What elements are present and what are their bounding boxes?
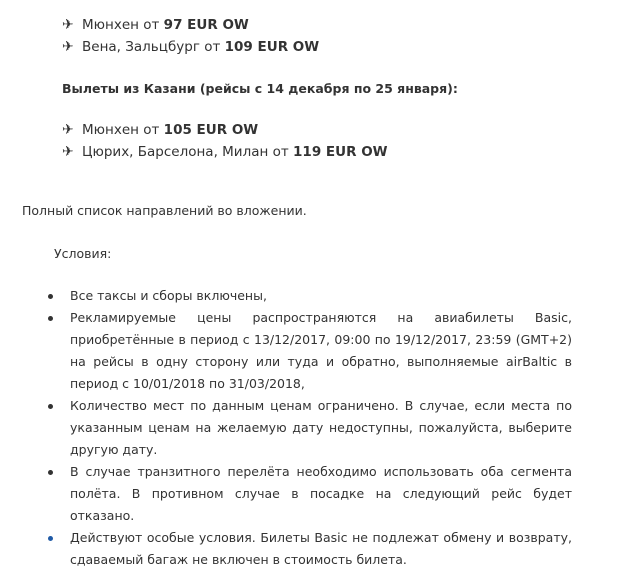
route-text: Вена, Зальцбург от <box>82 39 225 55</box>
route-kazan-zurich <box>62 143 388 161</box>
condition-item: Рекламируемые цены распространяются на авиабилеты Basic, приобретённые в период с 13/12/2017, 09:00 по 19/12/2017, 23:59 (GMT+2) на рейсы в одну сторону или туда и обратно, выполняемые airBaltic в период с 10/01/2018 по 31/03/2018, <box>48 307 572 395</box>
airplane-icon: ✈ <box>62 39 74 55</box>
bullet-icon <box>48 316 53 321</box>
route-text: Мюнхен от <box>82 122 164 138</box>
route-munich <box>62 16 249 34</box>
full-list-note: Полный список направлений во вложении. <box>22 203 307 218</box>
airplane-icon: ✈ <box>62 122 74 138</box>
route-price: 109 EUR OW <box>224 39 320 55</box>
route-price: 105 EUR OW <box>163 122 259 138</box>
bullet-icon <box>48 404 53 409</box>
conditions-list <box>48 285 572 571</box>
conditions-heading: Условия: <box>54 246 112 261</box>
condition-item: Все таксы и сборы включены, <box>48 285 572 307</box>
condition-item: Количество мест по данным ценам ограничено. В случае, если места по указанным ценам на желаемую дату недоступны, пожалуйста, выберите другую дату. <box>48 395 572 461</box>
bullet-icon <box>48 294 53 299</box>
route-kazan-munich <box>62 121 258 139</box>
route-vienna-salzburg <box>62 38 319 56</box>
route-price: 119 EUR OW <box>293 144 388 160</box>
route-price: 97 EUR OW <box>163 17 249 33</box>
airplane-icon: ✈ <box>62 144 74 160</box>
bullet-icon <box>48 536 53 541</box>
condition-item: В случае транзитного перелёта необходимо использовать оба сегмента полёта. В противном случае в посадке на следующий рейс будет отказано. <box>48 461 572 527</box>
airplane-icon: ✈ <box>62 17 74 33</box>
route-text: Мюнхен от <box>82 17 164 33</box>
bullet-icon <box>48 470 53 475</box>
kazan-section-title: Вылеты из Казани (рейсы с 14 декабря по 25 января): <box>62 81 458 96</box>
route-text: Цюрих, Барселона, Милан от <box>82 144 294 160</box>
condition-item: Действуют особые условия. Билеты Basic не подлежат обмену и возврату, сдаваемый багаж не включен в стоимость билета. <box>48 527 572 571</box>
